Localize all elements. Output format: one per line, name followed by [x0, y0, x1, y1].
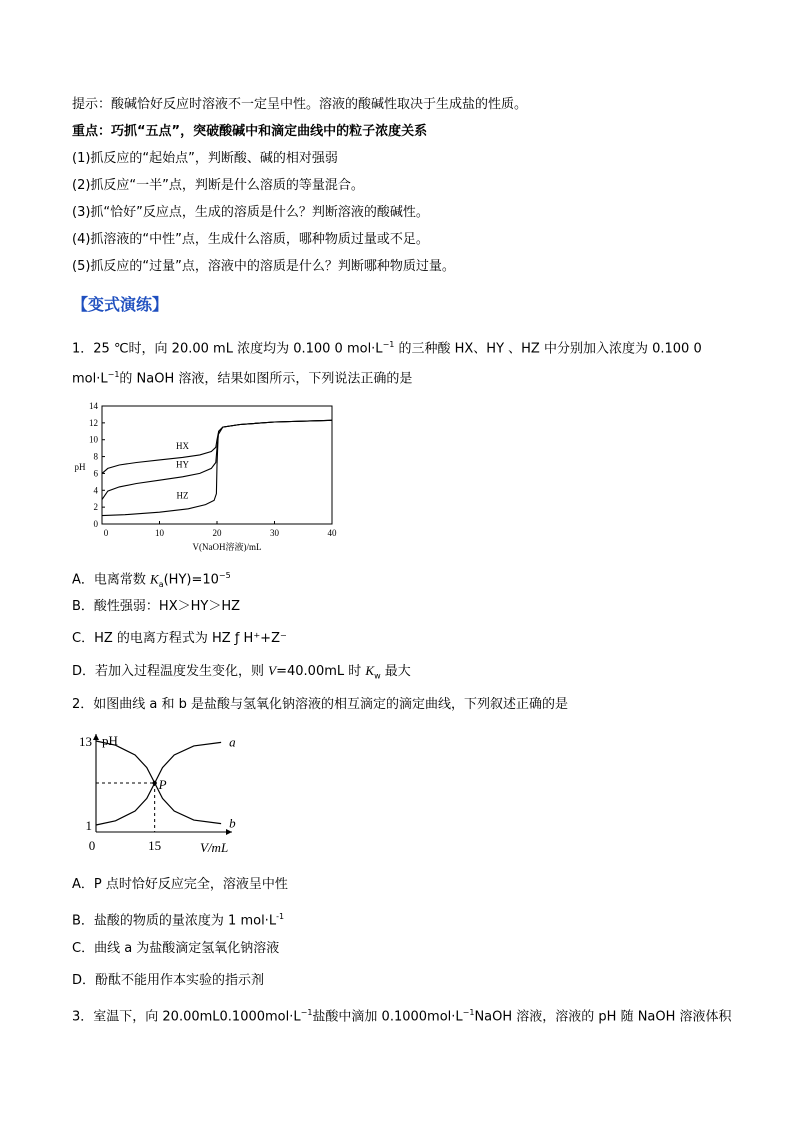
chart-2-x-axis-label: V/mL [200, 840, 229, 854]
chart-1-y-tick-label: 0 [93, 519, 98, 529]
chart-1-y-tick-label: 10 [89, 434, 98, 445]
q1-stem-c: mol·L [72, 371, 108, 387]
q2-option-a[interactable]: A．P 点时恰好反应完全，溶液呈中性 [72, 877, 288, 892]
chart-2-x-tick-0: 0 [88, 838, 96, 853]
q2-option-b-sup: -1 [276, 912, 285, 921]
q1-stem-a-sup: −1 [382, 340, 395, 349]
q1-option-a[interactable] [72, 567, 231, 594]
chart-1-x-tick-label: 30 [270, 528, 279, 538]
chart-1-series-label-hz: HZ [176, 490, 189, 501]
section-heading: 【变式演练】 [72, 295, 169, 314]
q2-option-b-pre: B．盐酸的物质的量浓度为 1 mol·L [72, 913, 277, 929]
q2-option-c[interactable]: C．曲线 a 为盐酸滴定氢氧化钠溶液 [72, 941, 280, 956]
q2-option-d[interactable]: D．酚酞不能用作本实验的指示剂 [72, 973, 265, 988]
q1-option-d[interactable] [72, 662, 411, 686]
q1-option-d-post: 最大 [380, 664, 411, 679]
q1-option-b[interactable]: B．酸性强弱：HX＞HY＞HZ [72, 599, 240, 614]
chart-2-titration-curves [72, 728, 252, 854]
chart-1-series-hz [102, 420, 332, 515]
chart-2-y-tick-1: 1 [85, 818, 92, 833]
chart-1-series [102, 420, 332, 515]
chart-1-y-tick-label: 14 [89, 401, 98, 411]
chart-2-y-tick-13: 13 [79, 734, 92, 749]
q1-stem-b: 的三种酸 HX、HY 、HZ 中分别加入浓度为 0.100 0 [394, 341, 702, 357]
chart-1-y-tick-label: 6 [93, 468, 98, 479]
q1-option-d-k: K [365, 663, 375, 678]
q3-stem-c: NaOH 溶液，溶液的 pH 随 NaOH 溶液体积 [474, 1009, 732, 1025]
chart-2-point-p-label: P [158, 777, 167, 792]
q3-stem-a-sup: −1 [300, 1008, 313, 1017]
q2-stem: 2．如图曲线 a 和 b 是盐酸与氢氧化钠溶液的相互滴定的滴定曲线，下列叙述正确的是 [72, 697, 569, 712]
chart-2-y-arrow [93, 734, 99, 740]
q1-option-d-k-sub: w [374, 671, 381, 681]
chart-2-labels [79, 733, 236, 854]
q1-option-a-sup: −5 [218, 571, 231, 580]
chart-1-x-tick-label: 20 [212, 528, 222, 538]
chart-1-x-axis-label: V(NaOH溶液)/mL [192, 542, 262, 552]
chart-1-y-tick-label: 12 [89, 417, 98, 428]
q2-option-b[interactable] [72, 908, 284, 930]
q1-option-a-k-sub: a [158, 579, 164, 589]
chart-2-x-tick-15: 15 [148, 838, 162, 853]
q1-option-a-mid: (HY)=10 [163, 572, 219, 588]
q1-option-d-mid: =40.00mL 时 [276, 664, 366, 679]
point-1: (1)抓反应的“起始点”，判断酸、碱的相对强弱 [72, 151, 338, 166]
chart-1-titration-curves [68, 396, 358, 560]
point-2: (2)抓反应“一半”点，判断是什么溶质的等量混合。 [72, 178, 364, 193]
chart-1-labels [75, 441, 262, 552]
chart-1-x-tick-label: 10 [155, 528, 164, 538]
q1-option-a-k: K [150, 571, 159, 587]
q1-option-d-pre: D．若加入过程温度发生变化，则 [72, 664, 269, 679]
q1-stem-line1 [72, 336, 702, 358]
q1-stem-c-sup: −1 [107, 370, 120, 379]
q3-stem-b: 盐酸中滴加 0.1000mol·L [312, 1009, 463, 1025]
chart-1-x-origin-label: 0 [103, 528, 109, 538]
chart-1-y-tick-label: 8 [93, 451, 98, 462]
q1-stem-d: 的 NaOH 溶液，结果如图所示，下列说法正确的是 [119, 371, 413, 387]
chart-2-point-p [152, 781, 156, 785]
q1-option-a-pre: A．电离常数 [72, 572, 151, 588]
q1-option-d-v: V [268, 663, 277, 678]
q1-stem-a: 1．25 ℃时，向 20.00 mL 浓度均为 0.100 0 mol·L [72, 341, 383, 357]
point-4: (4)抓溶液的“中性”点，生成什么溶质，哪种物质过量或不足。 [72, 232, 429, 247]
chart-1-y-axis-label: pH [74, 462, 86, 473]
chart-2-curve-label-b: b [229, 815, 236, 831]
q1-stem-line2 [72, 366, 412, 388]
q1-option-c[interactable]: C．HZ 的电离方程式为 HZ ƒ H⁺+Z⁻ [72, 631, 287, 646]
q3-stem-b-sup: −1 [462, 1008, 475, 1017]
tip-text: 提示：酸碱恰好反应时溶液不一定呈中性。溶液的酸碱性取决于生成盐的性质。 [72, 97, 528, 112]
chart-1-series-label-hy: HY [176, 459, 189, 470]
chart-1-x-tick-label: 40 [327, 528, 337, 538]
point-5: (5)抓反应的“过量”点，溶液中的溶质是什么？判断哪种物质过量。 [72, 259, 455, 274]
key-title: 重点：巧抓“五点”，突破酸碱中和滴定曲线中的粒子浓度关系 [72, 124, 428, 139]
chart-2-curve-label-a: a [229, 734, 236, 750]
chart-1-y-tick-label: 2 [93, 502, 98, 513]
q3-stem-a: 3．室温下，向 20.00mL0.1000mol·L [72, 1009, 301, 1025]
q3-stem [72, 1004, 732, 1026]
chart-1-y-tick-label: 4 [93, 485, 98, 496]
point-3: (3)抓“恰好”反应点，生成的溶质是什么？判断溶液的酸碱性。 [72, 205, 429, 220]
chart-2-y-axis-label: pH [102, 733, 118, 748]
chart-1-series-label-hx: HX [176, 440, 189, 451]
